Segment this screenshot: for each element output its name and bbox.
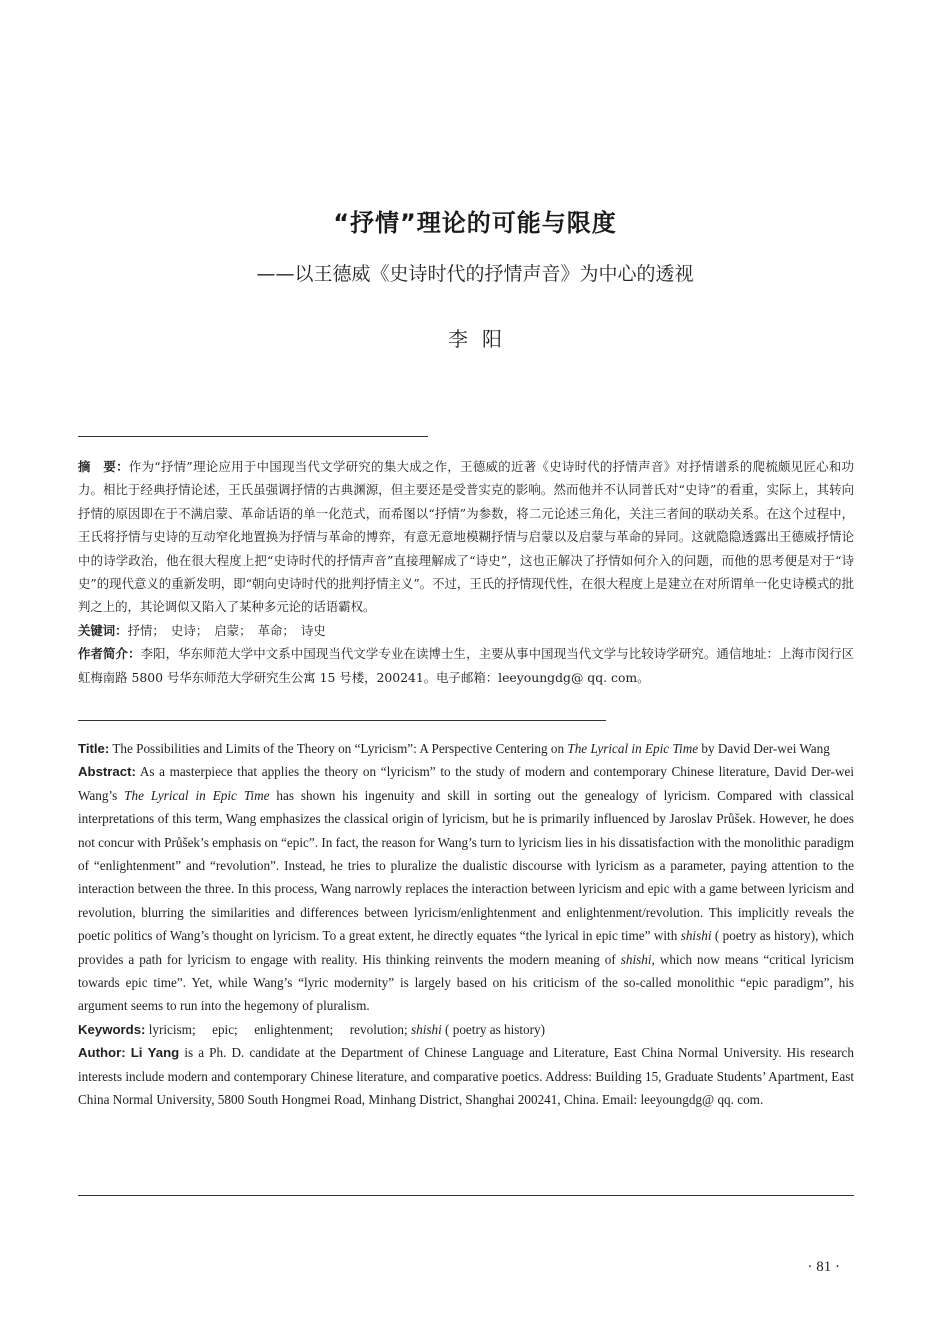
english-keywords-italic: shishi xyxy=(410,1021,442,1037)
english-author-text: is a Ph. D. candidate at the Department of Chinese Language and Literature, East China Normal University. His research interests include modern and contemporary Chinese literature, and comparative poetics. Address: Building 15, Graduate Students’ Apartment, East China Normal University, 5800 South Hongmei Road, Minhang District, Shanghai 200241, China. Email: leeyoungdg@ qq. com. xyxy=(78,1045,854,1108)
chinese-abstract-text: 作为“抒情”理论应用于中国现当代文学研究的集大成之作，王德威的近著《史诗时代的抒情声音》对抒情谱系的爬梳颇见匠心和功力。相比于经典抒情论述，王氏虽强调抒情的古典渊源，但主要还是受普实克的影响。然而他并不认同普氏对“史诗”的看重，实际上，其转向抒情的原因即在于不满启蒙、革命话语的单一化范式，而希图以“抒情”为参数，将二元论述三角化，关注三者间的联动关系。在这个过程中，王氏将抒情与史诗的互动窄化地置换为抒情与革命的博弈，有意无意地模糊抒情与启蒙以及启蒙与革命的异同。这就隐隐透露出王德威抒情论中的诗学政治，他在很大程度上把“史诗时代的抒情声音”直接理解成了“诗史”，这也正解决了抒情如何介入的问题，而他的思考便是对于“诗史”的现代意义的重新发明，即“朝向史诗时代的批判抒情主义”。不过，王氏的抒情现代性，在很大程度上是建立在对所谓单一化史诗模式的批判之上的，其论调似又陷入了某种多元论的话语霸权。 xyxy=(78,459,855,615)
page-number: · 81 · xyxy=(807,1259,840,1275)
chinese-author-text: 李阳，华东师范大学中文系中国现当代文学专业在读博士生，主要从事中国现当代文学与比较诗学研究。通信地址：上海市闵行区虹梅南路 5800 号华东师范大学研究生公寓 15 号楼，200241。电子邮箱：leeyoungdg@ qq. com。 xyxy=(78,646,855,685)
divider-bottom xyxy=(78,1195,854,1196)
chinese-abstract xyxy=(78,455,854,619)
chinese-abstract-label: 摘 要： xyxy=(78,459,129,474)
english-author-label: Author: xyxy=(78,1045,126,1061)
english-title-tail: by David Der-wei Wang xyxy=(701,741,830,756)
english-keywords-text: lyricism; epic; enlightenment; revolution; xyxy=(148,1021,408,1037)
article-title: “抒情”理论的可能与限度 xyxy=(333,209,617,237)
english-title-text: The Possibilities and Limits of the Theory on “Lyricism”: A Perspective Centering on xyxy=(112,741,565,756)
english-abstract-part-2: has shown his ingenuity and skill in sorting out the genealogy of lyricism. Compared with classical interpretations of this term, Wang emphasizes the classical origin of lyricism, but he is primarily influenced by Jaroslav Průšek. However, he does not concur with Průšek’s emphasis on “epic”. In fact, the reason for Wang’s turn to lyricism lies in his dissatisfaction with the monolithic paradigm of “enlightenment” and “revolution”. Instead, he tries to pluralize the dualistic discourse with lyricism as a parameter, paying attention to the interaction between the three. In this process, Wang narrowly replaces the interaction between lyricism and epic with a game between lyricism and revolution, blurring the similarities and differences between lyricism/enlightenment and enlightenment/revolution. This implicitly reveals the poetic politics of Wang’s thought on lyricism. To a great extent, he directly equates “the lyrical in epic time” with xyxy=(78,787,854,944)
english-keywords xyxy=(78,1018,854,1041)
chinese-author-bio xyxy=(78,642,854,689)
divider-top xyxy=(78,436,428,437)
english-abstract-part-4: which now means “critical lyricism towards epic time”. Yet, while Wang’s “lyric modernity” is largely based on his criticism of the so-called monolithic “epic paradigm”, his argument seems to run into the hegemony of pluralism. xyxy=(78,951,855,1014)
chinese-keywords-text: 抒情； 史诗； 启蒙； 革命； 诗史 xyxy=(127,622,326,638)
english-abstract-italic-3: shishi, xyxy=(620,951,655,967)
english-author-bio xyxy=(78,1041,854,1111)
english-abstract-part-3: ( poetry as history), which provides a path for lyricism to engage with reality. His thinking reinvents the modern meaning of xyxy=(78,928,855,967)
english-author-name: Li Yang xyxy=(130,1045,180,1061)
chinese-keywords-label: 关键词： xyxy=(78,622,128,638)
english-keywords-tail: ( poetry as history) xyxy=(445,1021,546,1037)
chinese-abstract-section xyxy=(78,455,854,689)
english-abstract xyxy=(78,760,854,1017)
english-abstract-part-1: As a masterpiece that applies the theory on “lyricism” to the study of modern and contemporary Chinese literature, David Der-wei Wang’s xyxy=(78,764,854,803)
article-subtitle: ——以王德威《史诗时代的抒情声音》为中心的透视 xyxy=(256,263,694,285)
chinese-author-label: 作者简介： xyxy=(78,646,141,662)
chinese-keywords xyxy=(78,619,854,642)
english-abstract-label: Abstract: xyxy=(78,764,136,780)
english-keywords-label: Keywords: xyxy=(78,1021,146,1037)
english-abstract-italic-2: shishi xyxy=(680,928,712,944)
author-name: 李阳 xyxy=(448,327,516,351)
english-title-label: Title: xyxy=(78,741,110,756)
english-abstract-italic-1: The Lyrical in Epic Time xyxy=(124,787,270,803)
divider-middle xyxy=(78,720,606,721)
english-abstract-section xyxy=(78,737,854,1112)
english-title xyxy=(78,737,854,760)
english-title-italic: The Lyrical in Epic Time xyxy=(567,741,699,756)
